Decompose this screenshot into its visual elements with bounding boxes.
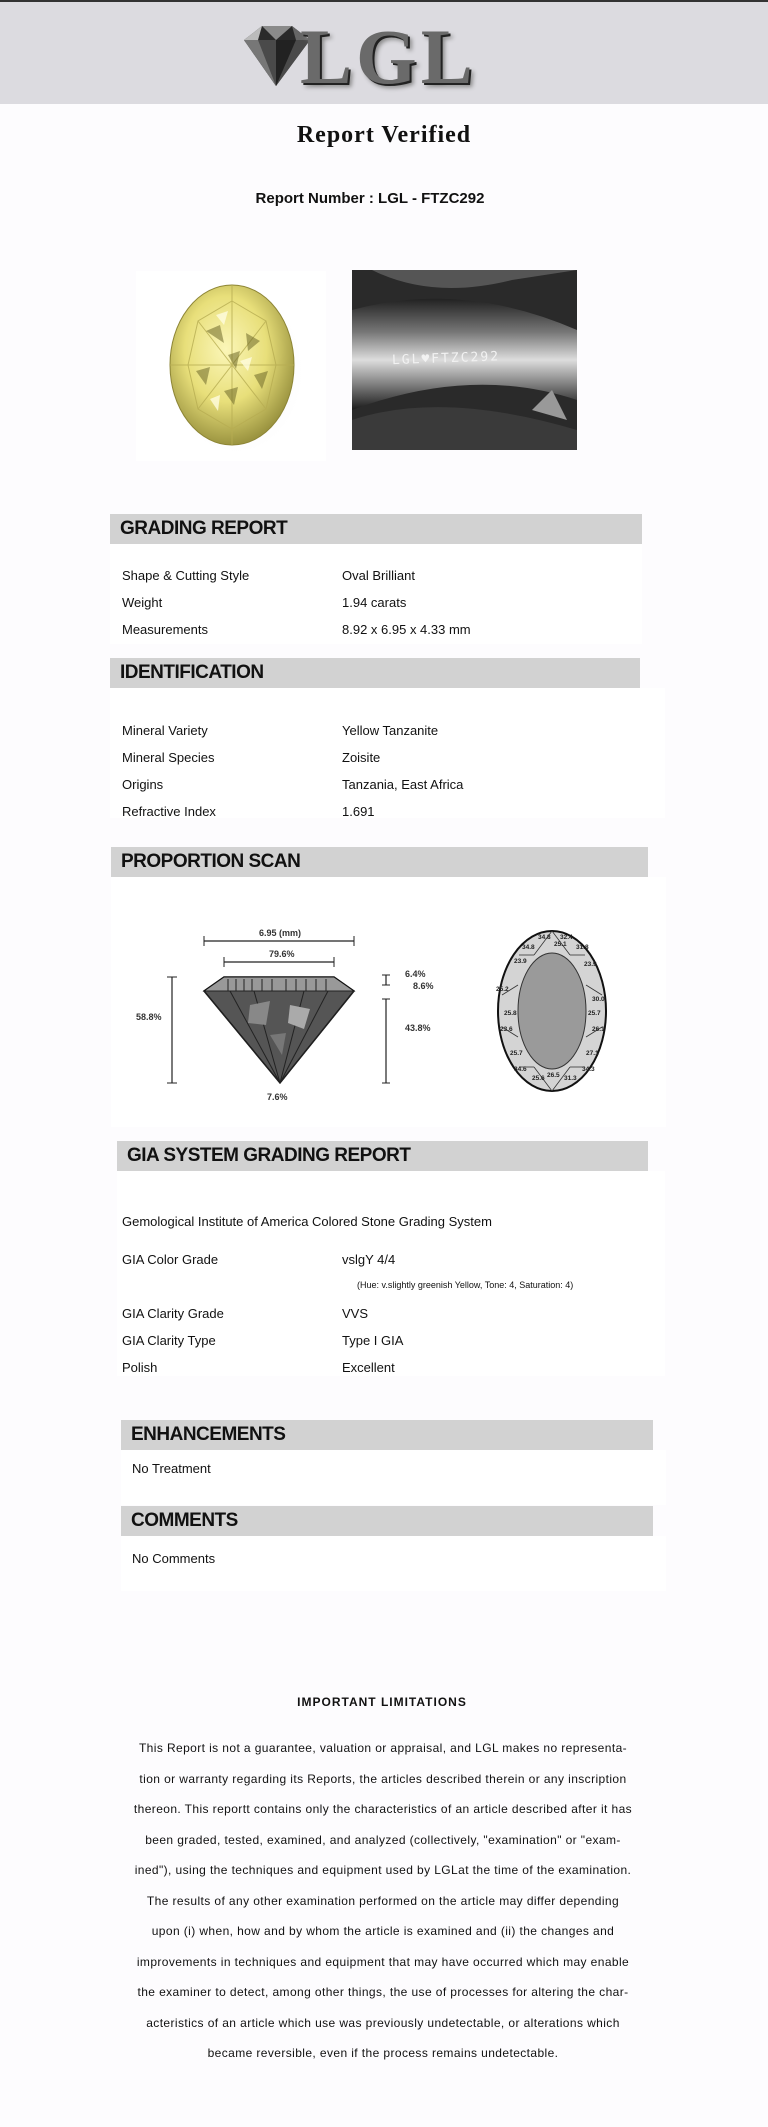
row-value: 1.94 carats [342,595,407,610]
limitations-line: became reversible, even if the process remains undetectable. [207,2046,559,2060]
top-view-value: 23.9 [514,958,527,965]
grading-report-heading: GRADING REPORT [110,514,642,544]
profile-pavilion-depth-label: 43.8% [405,1023,431,1033]
top-view-value: 23.6 [500,1026,513,1033]
top-view-value: 25.7 [510,1050,523,1057]
limitations-line: ined"), using the techniques and equipment used by LGLat the time of the examination. [134,1863,632,1877]
proportion-scan-heading: PROPORTION SCAN [111,847,648,877]
row-value: Type I GIA [342,1333,404,1348]
gem-photo [136,271,326,461]
profile-culet-label: 7.6% [267,1092,288,1102]
row-label: GIA Clarity Type [122,1333,216,1348]
top-view-value: 23.9 [584,961,597,968]
row-label: Mineral Variety [122,723,208,738]
enhancements-value: No Treatment [132,1461,211,1476]
gia-heading: GIA SYSTEM GRADING REPORT [117,1141,648,1171]
row-label: Polish [122,1360,158,1375]
top-view-value: 25.7 [588,1010,601,1017]
limitations-line: the examiner to detect, among other things, the use of processes for altering the char- [137,1985,629,1999]
limitations-line: The results of any other examination performed on the article may differ depending [146,1893,620,1908]
top-view-value: 31.8 [576,944,589,951]
top-view-value: 31.3 [564,1075,577,1082]
profile-table-label: 79.6% [269,949,295,959]
report-number: Report Number : LGL - FTZC292 [255,190,485,207]
limitations-line: This Report is not a guarantee, valuation or appraisal, and LGL makes no representa- [138,1741,628,1755]
profile-diagram [120,905,450,1120]
top-view-value: 34.3 [582,1066,595,1073]
row-value: Excellent [342,1360,395,1375]
lgl-logo [232,14,492,100]
top-view-value: 25.1 [554,941,567,948]
top-view-value: 25.6 [532,1075,545,1082]
row-label: Refractive Index [122,804,216,819]
row-label: GIA Color Grade [122,1252,219,1267]
top-view-value: 34.8 [522,944,535,951]
profile-crown-depth-label: 8.6% [413,981,434,991]
identification-heading: IDENTIFICATION [110,658,640,688]
row-value: Zoisite [342,750,381,765]
top-view-value: 25.2 [496,986,509,993]
inscription-text: LGL♥FTZC292 [391,349,501,369]
top-view-value: 27.1 [586,1050,599,1057]
enhancements-panel [121,1450,666,1505]
limitations-line: upon (i) when, how and by whom the article is examined and (ii) the changes and [151,1924,615,1938]
limitations-line: been graded, tested, examined, and analyzed (collectively, "examination" or "exam- [145,1832,621,1847]
header-banner [0,0,768,104]
row-label: Shape & Cutting Style [122,568,250,583]
row-label: Measurements [122,622,208,637]
row-value: Tanzania, East Africa [342,777,464,792]
top-view-value: 26.5 [547,1072,560,1079]
logo-text: LGL [300,13,477,100]
gia-system-text: Gemological Institute of America Colored Stone Grading System [122,1214,492,1229]
row-label: GIA Clarity Grade [122,1306,224,1321]
top-view-value: 25.8 [504,1010,517,1017]
limitations-line: tion or warranty regarding its Reports, the articles described therein or any inscription [139,1771,627,1786]
row-value: 1.691 [342,804,375,819]
comments-heading: COMMENTS [121,1506,653,1536]
top-view-value: 34.6 [514,1066,527,1073]
limitations-text [118,1733,648,2069]
enhancements-heading: ENHANCEMENTS [121,1420,653,1450]
row-value: 8.92 x 6.95 x 4.33 mm [342,622,471,637]
profile-total-depth-label: 58.8% [136,1012,162,1022]
top-view-diagram [474,905,644,1120]
row-label: Origins [122,777,164,792]
profile-crown-height-label: 6.4% [405,969,426,979]
limitations-line: improvements in techniques and equipment that may have occurred which may enable [136,1954,630,1969]
limitations-heading: IMPORTANT LIMITATIONS [297,1695,467,1709]
top-view-value: 26.1 [592,1026,605,1033]
row-value: Oval Brilliant [342,568,415,583]
page-title: Report Verified [296,122,472,148]
profile-width-label: 6.95 (mm) [259,928,302,938]
limitations-line: thereon. This reportt contains only the characteristics of an article described after it has [133,1802,633,1816]
gia-color-note: (Hue: v.slightly greenish Yellow, Tone: 4, Saturation: 4) [357,1280,574,1290]
top-view-value: 30.0 [592,996,605,1003]
comments-value: No Comments [132,1551,216,1566]
top-view-value: 34.8 [538,934,551,941]
row-label: Mineral Species [122,750,215,765]
limitations-line: acteristics of an article which use was previously undetectable, or alterations which [146,2015,620,2030]
top-view-value: 32.4 [560,934,573,941]
row-value: Yellow Tanzanite [342,723,439,738]
row-value: vslgY 4/4 [342,1252,396,1267]
inscription-photo [352,270,577,450]
row-label: Weight [122,595,163,610]
row-value: VVS [342,1306,369,1321]
